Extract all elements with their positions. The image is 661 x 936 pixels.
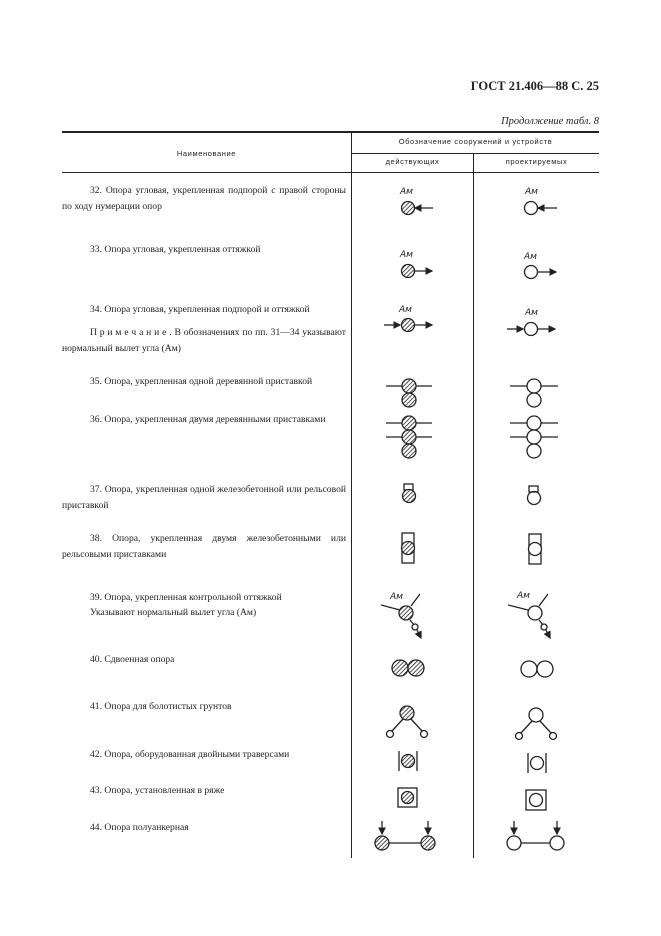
row-39-note: Указывают нормальный вылет угла (Ам) — [90, 607, 257, 618]
row-44-projected-symbol — [507, 821, 564, 850]
row-44-existing-symbol — [375, 821, 435, 850]
row-36-existing-symbol — [386, 416, 432, 458]
am-label: Ам — [517, 591, 530, 601]
row-33-text: 33. Опора угловая, укрепленная оттяжкой — [90, 244, 261, 255]
am-label: Ам — [399, 305, 412, 315]
row-40-existing-symbol — [392, 660, 424, 676]
note-body: В обозначениях по пп. 31—34 указывают нормальный вылет угла (Ам) — [62, 327, 346, 354]
row-39-projected-symbol — [508, 591, 550, 638]
row-39-text: 39. Опора, укрепленная контрольной оттяжкой — [90, 592, 282, 603]
row-32-projected-symbol — [524, 187, 557, 215]
row-34-projected-symbol — [507, 308, 555, 336]
row-41-existing-symbol — [387, 706, 428, 738]
row-41-projected-symbol — [516, 708, 557, 740]
header-projected: проектируемых — [505, 157, 568, 166]
row-43-text: 43. Опора, установленная в ряже — [90, 785, 225, 796]
row-39-existing-symbol — [381, 592, 421, 638]
row-33-existing-symbol — [399, 250, 432, 278]
row-36-projected-symbol — [510, 416, 558, 458]
note-label: П р и м е ч а н и е . — [90, 327, 172, 338]
row-40-projected-symbol — [521, 661, 553, 677]
am-label: Ам — [525, 187, 538, 197]
am-label: Ам — [390, 592, 403, 602]
row-43-projected-symbol — [526, 790, 546, 810]
header-name: Наименование — [176, 149, 237, 158]
header-existing: действующих — [385, 157, 440, 166]
row-43-existing-symbol — [398, 788, 417, 807]
row-35-projected-symbol — [510, 379, 558, 407]
table-continuation-label: Продолжение табл. 8 — [501, 116, 599, 127]
row-38-text: 38. Опора, укрепленная двумя железобетонными или рельсовыми приставками — [62, 533, 346, 560]
row-37-projected-symbol — [528, 486, 541, 505]
row-44-text: 44. Опора полуанкерная — [90, 822, 189, 833]
row-34-existing-symbol — [384, 305, 432, 332]
row-35-existing-symbol — [386, 379, 432, 407]
row-35-text: 35. Опора, укрепленная одной деревянной приставкой — [90, 376, 313, 387]
row-42-existing-symbol — [399, 751, 417, 771]
row-38-existing-symbol — [402, 533, 415, 563]
row-32-text: 32. Опора угловая, укрепленная подпорой с правой стороны по ходу нумерации опор — [62, 185, 346, 212]
row-41-text: 41. Опора для болотистых грунтов — [90, 701, 232, 712]
page-header: ГОСТ 21.406—88 С. 25 — [470, 79, 599, 93]
header-symbols: Обозначение сооружений и устройств — [398, 137, 553, 146]
row-38-projected-symbol — [529, 534, 542, 564]
row-37-existing-symbol — [403, 484, 416, 503]
row-36-text: 36. Опора, укрепленная двумя деревянными приставками — [90, 414, 326, 425]
am-label: Ам — [524, 252, 537, 262]
am-label: Ам — [400, 250, 413, 260]
row-32-existing-symbol — [399, 187, 433, 215]
row-37-text: 37. Опора, укрепленная одной железобетонной или рельсовой приставкой — [62, 484, 346, 511]
row-33-projected-symbol — [523, 252, 556, 279]
row-40-text: 40. Сдвоенная опора — [90, 654, 175, 665]
am-label: Ам — [525, 308, 538, 318]
row-34-text: 34. Опора угловая, укрепленная подпорой и оттяжкой — [90, 304, 310, 315]
row-42-projected-symbol — [528, 753, 546, 773]
row-42-text: 42. Опора, оборудованная двойными траверсами — [90, 749, 290, 760]
am-label: Ам — [400, 187, 413, 197]
